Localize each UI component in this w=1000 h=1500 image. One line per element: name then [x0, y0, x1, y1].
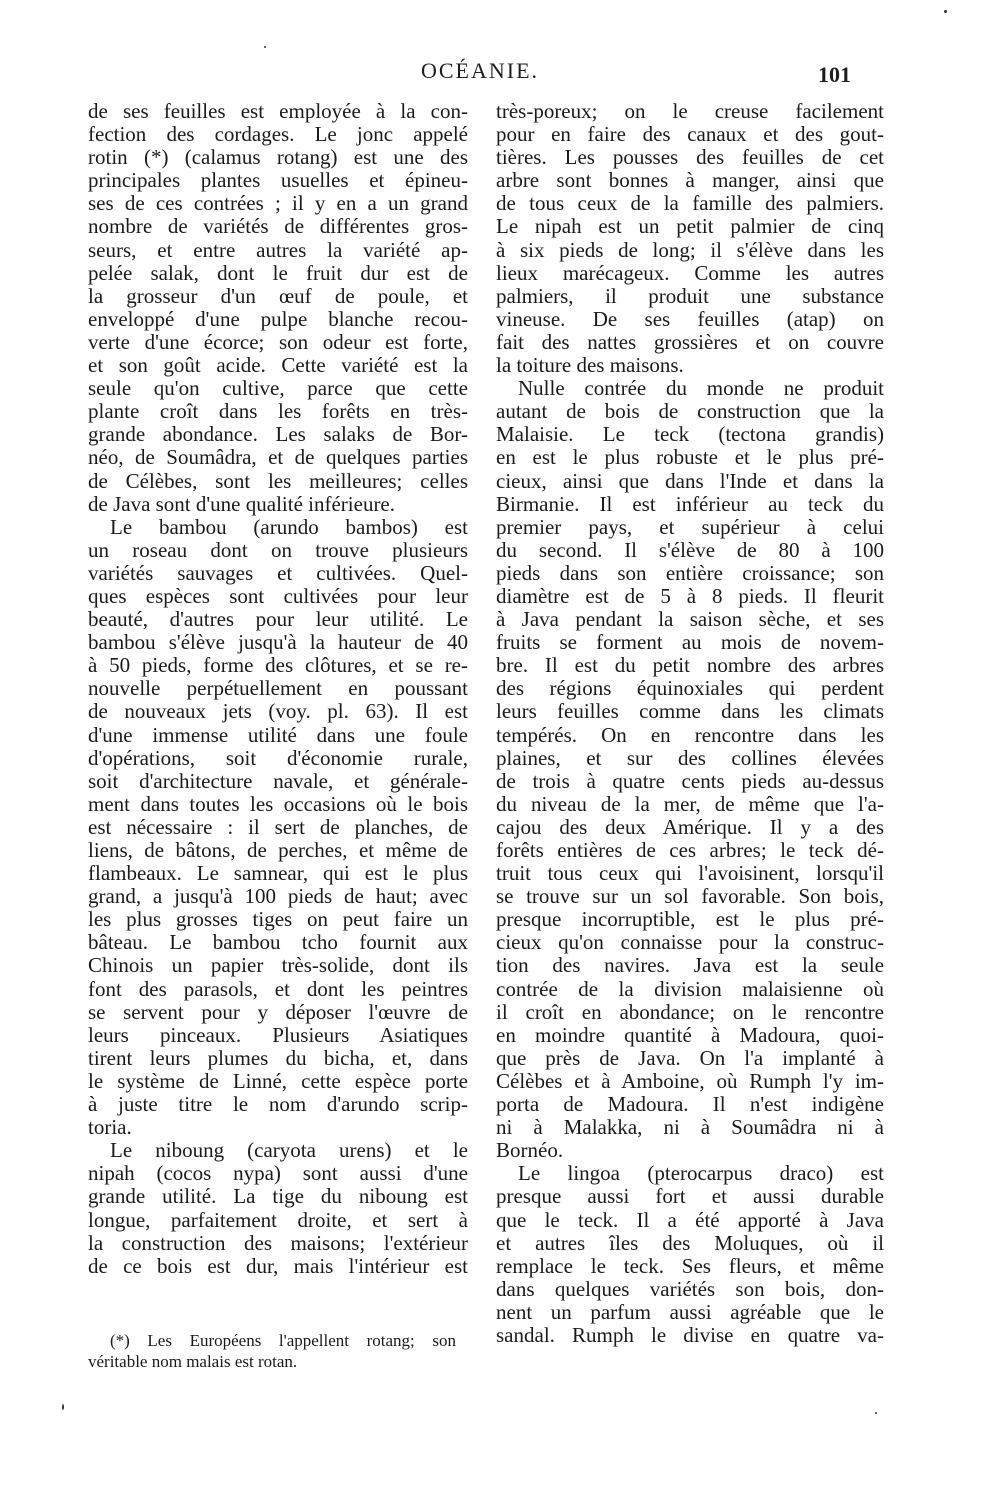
text-line: remplace le teck. Ses fleurs, et même — [496, 1253, 884, 1278]
text-line: Célèbes et à Amboine, où Rumph l'y im- — [496, 1068, 884, 1093]
text-line: porta de Madoura. Il n'est indigène — [496, 1092, 884, 1117]
text-line: nipah (cocos nypa) sont aussi d'une — [88, 1161, 468, 1186]
text-line: vineuse. De ses feuilles (atap) on — [496, 306, 884, 331]
text-line: à Java pendant la saison sèche, et ses — [496, 607, 884, 632]
text-line: Bornéo. — [496, 1138, 564, 1163]
text-line: la construction des maisons; l'extérieur — [88, 1230, 468, 1255]
text-line: très-poreux; on le creuse facilement — [496, 99, 884, 123]
text-line: de nouveaux jets (voy. pl. 63). Il est — [88, 699, 468, 724]
text-line: verte d'une écorce; son odeur est forte, — [88, 329, 468, 354]
text-line: pelée salak, dont le fruit dur est de — [88, 260, 468, 285]
text-line: toria. — [88, 1115, 132, 1140]
page-number: 101 — [818, 62, 851, 87]
text-line: cajou des deux Amérique. Il y a des — [496, 814, 884, 839]
text-line: est nécessaire : il sert de planches, de — [88, 814, 468, 839]
text-line: ses de ces contrées ; il y en a un grand — [88, 191, 468, 216]
text-line: variétés sauvages et cultivées. Quel- — [88, 560, 468, 585]
text-line: de Célèbes, sont les meilleures; celles — [88, 468, 468, 493]
text-line: liens, de bâtons, de perches, et même de — [88, 838, 468, 862]
text-line: Le nipah est un petit palmier de cinq — [496, 214, 884, 239]
text-line: fruits se forment au mois de novem- — [496, 630, 884, 655]
text-line: de trois à quatre cents pieds au-dessus — [496, 768, 884, 793]
text-line: du niveau de la mer, de même que l'a- — [496, 791, 884, 816]
text-line: truit tous ceux qui l'avoisinent, lorsqu'il — [496, 861, 884, 886]
text-line: font des parasols, et dont les peintres — [88, 976, 468, 1001]
scan-speck — [264, 46, 266, 48]
text-line: d'une immense utilité dans une foule — [88, 722, 468, 747]
text-line: grand, a jusqu'à 100 pieds de haut; avec — [88, 884, 468, 909]
text-line: premier pays, et supérieur à celui — [496, 514, 884, 539]
text-line: à six pieds de long; il s'élève dans les — [496, 237, 884, 262]
scan-speck — [62, 1404, 64, 1410]
text-line: Malaisie. Le teck (tectona grandis) — [496, 422, 884, 447]
text-line: le système de Linné, cette espèce porte — [88, 1068, 468, 1093]
text-line: cieux, ainsi que dans l'Inde et dans la — [496, 468, 884, 493]
text-line: flambeaux. Le samnear, qui est le plus — [88, 861, 468, 886]
text-line: dans quelques variétés son bois, don- — [496, 1276, 884, 1301]
text-line: presque aussi fort et aussi durable — [496, 1184, 884, 1209]
text-line: palmiers, il produit une substance — [496, 283, 884, 308]
text-line: forêts entières de ces arbres; le teck dé- — [496, 838, 884, 862]
scan-speck — [875, 1412, 877, 1414]
text-line: un roseau dont on trouve plusieurs — [88, 537, 468, 562]
text-line: il croît en abondance; on le rencontre — [496, 999, 884, 1024]
text-line: soit d'architecture navale, et générale- — [88, 768, 468, 793]
text-line: et autres îles des Moluques, où il — [496, 1230, 884, 1255]
text-line: bambou s'élève jusqu'à la hauteur de 40 — [88, 630, 468, 655]
text-line: arbre sont bonnes à manger, ainsi que — [496, 168, 884, 193]
text-line: fait des nattes grossières et on couvre — [496, 329, 884, 354]
text-line: sandal. Rumph le divise en quatre va- — [496, 1322, 884, 1347]
text-line: se trouve sur un sol favorable. Son bois, — [496, 884, 884, 909]
text-line: que le teck. Il a été apporté à Java — [496, 1207, 884, 1232]
text-line: en est le plus robuste et le plus pré- — [496, 445, 884, 470]
paragraph-start-line: Le niboung (caryota urens) et le — [110, 1138, 468, 1163]
text-line: grande utilité. La tige du niboung est — [88, 1184, 468, 1209]
text-line: néo, de Soumâdra, et de quelques parties — [88, 445, 468, 470]
text-line: tempérés. On en rencontre dans les — [496, 722, 884, 747]
text-line: ques espèces sont cultivées pour leur — [88, 583, 468, 608]
text-line: à juste titre le nom d'arundo scrip- — [88, 1092, 468, 1117]
text-line: fection des cordages. Le jonc appelé — [88, 122, 468, 147]
left-text-column — [88, 100, 468, 1278]
text-line: contrée de la division malaisienne où — [496, 976, 884, 1001]
text-line: Birmanie. Il est inférieur au teck du — [496, 491, 884, 516]
text-line: de ce bois est dur, mais l'intérieur est — [88, 1253, 468, 1278]
text-line: plaines, et sur des collines élevées — [496, 745, 884, 770]
text-line: nombre de variétés de différentes gros- — [88, 214, 468, 239]
text-line: ni à Malakka, ni à Soumâdra ni à — [496, 1115, 884, 1140]
text-line: de Java sont d'une qualité inférieure. — [88, 491, 396, 516]
text-line: nouvelle perpétuellement en poussant — [88, 676, 468, 701]
text-line: tières. Les pousses des feuilles de cet — [496, 145, 884, 170]
text-line: plante croît dans les forêts en très- — [88, 399, 468, 424]
text-line: du second. Il s'élève de 80 à 100 — [496, 537, 884, 562]
running-header-title: OCÉANIE. — [421, 58, 540, 83]
text-line: pour en faire des canaux et des gout- — [496, 122, 884, 147]
paragraph-start-line: Le bambou (arundo bambos) est — [110, 514, 468, 539]
text-line: presque incorruptible, est le plus pré- — [496, 907, 884, 932]
text-line: beauté, d'autres pour leur utilité. Le — [88, 607, 468, 632]
text-line: tirent leurs plumes du bicha, et, dans — [88, 1045, 468, 1070]
text-line: grande abondance. Les salaks de Bor- — [88, 422, 468, 447]
text-line: seurs, et entre autres la variété ap- — [88, 237, 468, 262]
text-line: bâteau. Le bambou tcho fournit aux — [88, 930, 468, 955]
scan-speck — [944, 10, 947, 13]
text-line: bre. Il est du petit nombre des arbres — [496, 653, 884, 678]
text-line: la grosseur d'un œuf de poule, et — [88, 283, 468, 308]
text-line: des régions équinoxiales qui perdent — [496, 676, 884, 701]
text-line: d'opérations, soit d'économie rurale, — [88, 745, 468, 770]
text-line: rotin (*) (calamus rotang) est une des — [88, 145, 468, 170]
text-line: leurs pinceaux. Plusieurs Asiatiques — [88, 1022, 468, 1047]
text-line: pieds dans son entière croissance; son — [496, 560, 884, 585]
text-line: se servent pour y déposer l'œuvre de — [88, 999, 468, 1024]
right-text-column — [496, 100, 884, 1347]
text-line: la toiture des maisons. — [496, 353, 684, 378]
text-line: autant de bois de construction que la — [496, 399, 884, 424]
text-line: cieux qu'on connaisse pour la construc- — [496, 930, 884, 955]
text-line: les plus grosses tiges on peut faire un — [88, 907, 468, 932]
text-line: de ses feuilles est employée à la con- — [88, 99, 468, 123]
text-line: enveloppé d'une pulpe blanche recou- — [88, 306, 468, 331]
text-line: de tous ceux de la famille des palmiers. — [496, 191, 884, 216]
text-line: à 50 pieds, forme des clôtures, et se re- — [88, 653, 468, 678]
text-line: leurs feuilles comme dans les climats — [496, 699, 884, 724]
text-line: principales plantes usuelles et épineu- — [88, 168, 468, 193]
text-line: Chinois un papier très-solide, dont ils — [88, 953, 468, 978]
text-line: tion des navires. Java est la seule — [496, 953, 884, 978]
text-line: ment dans toutes les occasions où le bois — [88, 791, 468, 816]
paragraph-start-line: Nulle contrée du monde ne produit — [518, 376, 884, 401]
footnote-line: (*) Les Européens l'appellent rotang; son — [110, 1331, 456, 1350]
footnote — [88, 1330, 456, 1372]
text-line: seule qu'on cultive, parce que cette — [88, 376, 468, 401]
text-line: lieux marécageux. Comme les autres — [496, 260, 884, 285]
text-line: et son goût acide. Cette variété est la — [88, 353, 468, 378]
text-line: longue, parfaitement droite, et sert à — [88, 1207, 468, 1232]
paragraph-start-line: Le lingoa (pterocarpus draco) est — [518, 1161, 884, 1186]
text-line: nent un parfum aussi agréable que le — [496, 1299, 884, 1324]
text-line: que près de Java. On l'a implanté à — [496, 1045, 884, 1070]
footnote-line: véritable nom malais est rotan. — [88, 1352, 298, 1371]
text-line: en moindre quantité à Madoura, quoi- — [496, 1022, 884, 1047]
text-line: diamètre est de 5 à 8 pieds. Il fleurit — [496, 583, 884, 608]
